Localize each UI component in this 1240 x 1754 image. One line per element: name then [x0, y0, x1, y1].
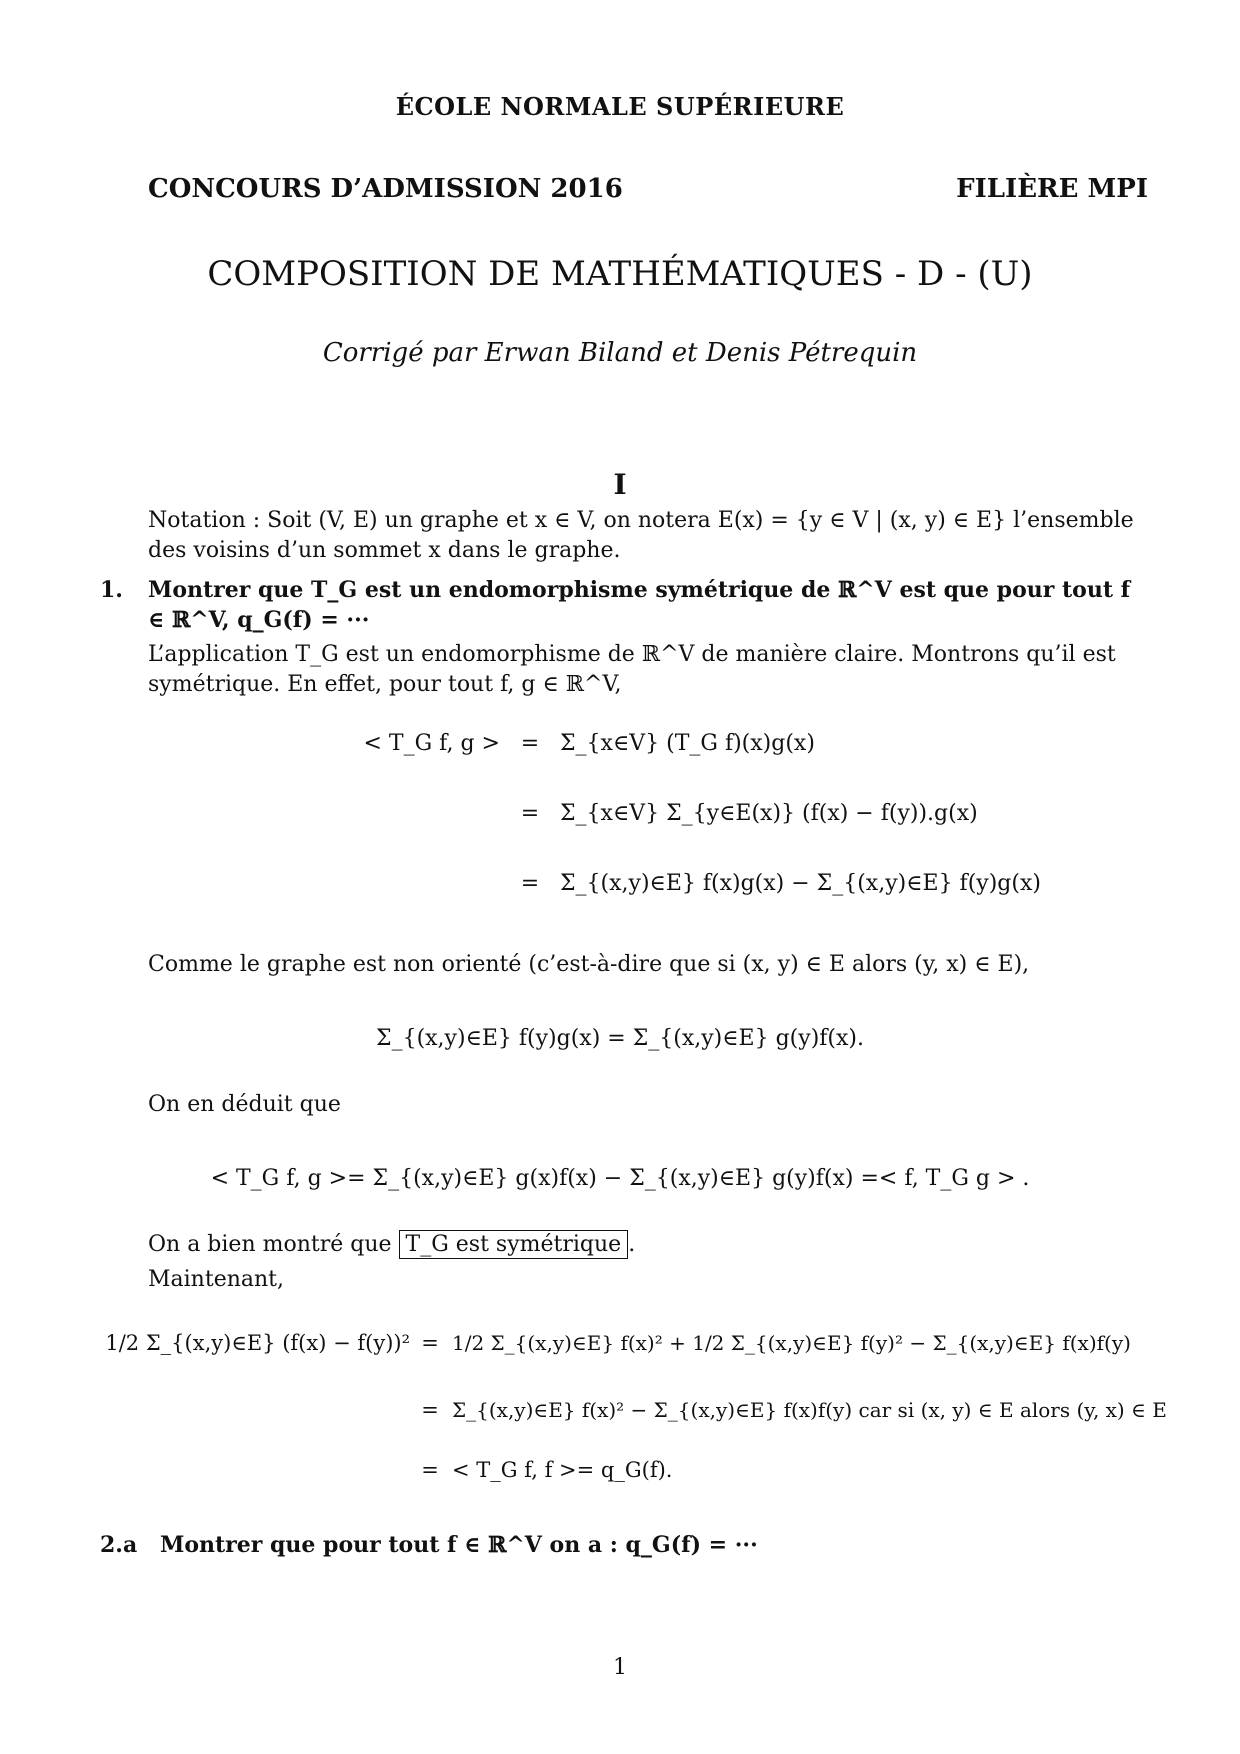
eq2-line: Σ_{(x,y)∈E} f(y)g(x) = Σ_{(x,y)∈E} g(y)f(x).	[376, 1026, 864, 1051]
school-title: ÉCOLE NORMALE SUPÉRIEURE	[395, 92, 845, 121]
author-line: Corrigé par Erwan Biland et Denis Pétrequin	[322, 338, 918, 368]
equation-4	[0, 1305, 1240, 1505]
eq4-lhs: 1/2 Σ_{(x,y)∈E} (f(x) − f(y))²	[105, 1331, 410, 1355]
question-1-number: 1.	[100, 577, 123, 603]
equation-1	[0, 700, 1240, 930]
question-1-intro: L’application T_G est un endomorphisme de ℝ^V de manière claire. Montrons qu’il est symétrique. En effet, pour tout f, g ∈ ℝ^V,	[148, 642, 1116, 697]
section-title: I	[613, 468, 627, 501]
equation-3	[0, 1140, 1240, 1220]
eq4-equals-1: =	[421, 1331, 439, 1355]
eq4-line1: 1/2 Σ_{(x,y)∈E} f(x)² + 1/2 Σ_{(x,y)∈E} f(y)² − Σ_{(x,y)∈E} f(x)f(y)	[452, 1331, 1131, 1355]
page-number: 1	[613, 1655, 627, 1680]
equation-2	[0, 1000, 1240, 1080]
filiere-label: FILIÈRE MPI	[956, 174, 1148, 204]
composition-title: COMPOSITION DE MATHÉMATIQUES - D - (U)	[207, 254, 1033, 294]
conclusion-line: On a bien montré que T_G est symétrique .	[148, 1232, 636, 1257]
question-2a-number: 2.a	[100, 1532, 138, 1558]
boxed-result: T_G est symétrique	[399, 1230, 629, 1259]
eq4-line2: Σ_{(x,y)∈E} f(x)² − Σ_{(x,y)∈E} f(x)f(y) car si (x, y) ∈ E alors (y, x) ∈ E	[452, 1398, 1167, 1422]
deduction-text: On en déduit que	[148, 1092, 341, 1117]
conclusion-prefix: On a bien montré que	[148, 1232, 392, 1257]
eq1-lhs: < T_G f, g >	[363, 731, 500, 756]
eq1-line1: Σ_{x∈V} (T_G f)(x)g(x)	[560, 731, 815, 756]
eq1-equals-1: =	[520, 731, 540, 756]
eq4-line3: < T_G f, f >= q_G(f).	[452, 1458, 673, 1482]
eq1-line3: Σ_{(x,y)∈E} f(x)g(x) − Σ_{(x,y)∈E} f(y)g(x)	[560, 871, 1041, 896]
eq1-line2: Σ_{x∈V} Σ_{y∈E(x)} (f(x) − f(y)).g(x)	[560, 801, 978, 826]
question-1-statement: Montrer que T_G est un endomorphisme symétrique de ℝ^V est que pour tout f ∈ ℝ^V, q_G(f) = ···	[148, 577, 1131, 633]
comment-text: Comme le graphe est non orienté (c’est-à-dire que si (x, y) ∈ E alors (y, x) ∈ E),	[148, 952, 1030, 977]
notation-text: Notation : Soit (V, E) un graphe et x ∈ V, on notera E(x) = {y ∈ V | (x, y) ∈ E} l’ensemble des voisins d’un sommet x dans le graphe.	[148, 508, 1134, 563]
eq3-line: < T_G f, g >= Σ_{(x,y)∈E} g(x)f(x) − Σ_{(x,y)∈E} g(y)f(x) =< f, T_G g > .	[210, 1166, 1030, 1191]
concours-label: CONCOURS D’ADMISSION 2016	[148, 174, 623, 204]
eq1-equals-3: =	[520, 871, 540, 896]
now-text: Maintenant,	[148, 1267, 284, 1292]
eq1-equals-2: =	[520, 801, 540, 826]
question-2a-statement: Montrer que pour tout f ∈ ℝ^V on a : q_G(f) = ···	[160, 1532, 758, 1558]
notation-paragraph	[148, 506, 1148, 566]
eq4-equals-2: =	[421, 1398, 439, 1422]
eq4-equals-3: =	[421, 1458, 439, 1482]
